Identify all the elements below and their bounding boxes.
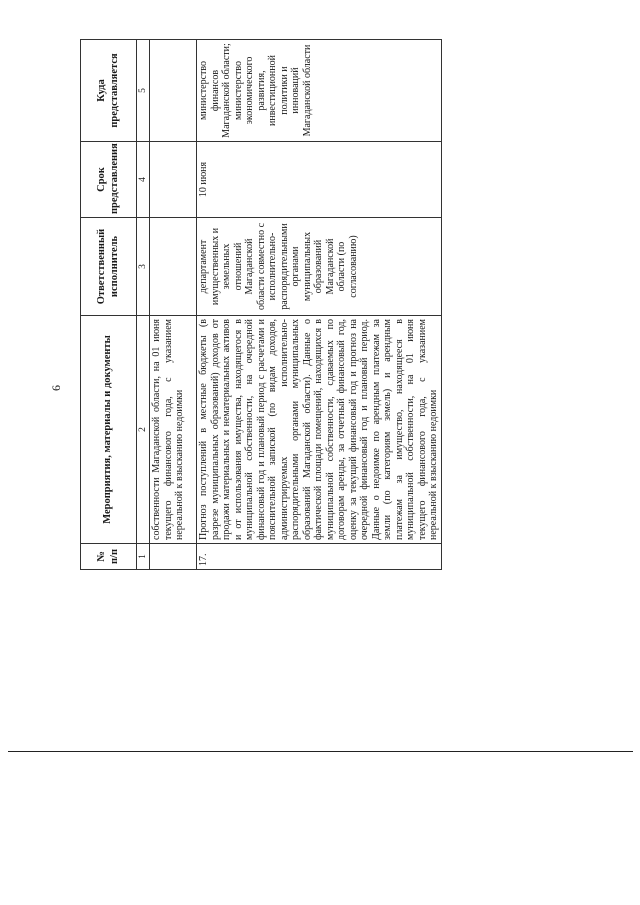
table-header-row: [81, 40, 137, 570]
header-deadline: Срок представления: [81, 142, 137, 218]
header-where: Куда представляется: [81, 40, 137, 142]
column-numbers-row: [137, 40, 150, 570]
row-num: 17.: [197, 544, 442, 570]
table-row: [197, 40, 442, 570]
page-divider-line: [8, 751, 633, 752]
rotated-page-content: [80, 40, 439, 570]
page-number: 6: [49, 385, 63, 391]
table-row: [150, 40, 197, 570]
measures-table: [80, 39, 442, 570]
row-deadline: 10 июня: [197, 142, 442, 218]
row-measures: собственности Магаданской области, на 01 июня текущего финансового года, с указанием нереальной к взысканию недоимки: [150, 316, 197, 544]
header-num: № п/п: [81, 544, 137, 570]
column-number: 3: [137, 218, 150, 316]
row-responsible: департамент имущественных и земельных отношений Магаданской области совместно с исполнительно-распорядительными органами муниципальных образований Магаданской области (по согласованию): [197, 218, 442, 316]
row-deadline: [150, 142, 197, 218]
column-number: 4: [137, 142, 150, 218]
row-measures: Прогноз поступлений в местные бюджеты (в разрезе муниципальных образований) доходов от продажи материальных и нематериальных активов и от использования имущества, находящегося в муниципальной собственности, на очередной финансовый год и плановый период с расчетами и пояснительной запиской (по видам доходов, администрируемых исполнительно-распорядительными органами муниципальных образований Магаданской области). Данные о фактической площади помещений, находящихся в муниципальной собственности, сдаваемых по договорам аренды, за отчетный финансовый год, оценку за текущий финансовый год и прогноз на очередной финансовый год и плановый период. Данные о недоимке по арендным платежам за земли (по категориям земель) и арендным платежам за имущество, находящееся в муниципальной собственности, на 01 июня текущего финансового года, с указанием нереальной к взысканию недоимки: [197, 316, 442, 544]
column-number: 2: [137, 316, 150, 544]
row-where: [150, 40, 197, 142]
row-num: [150, 544, 197, 570]
column-number: 1: [137, 544, 150, 570]
row-responsible: [150, 218, 197, 316]
header-measures: Мероприятия, материалы и документы: [81, 316, 137, 544]
header-responsible: Ответственный исполнитель: [81, 218, 137, 316]
column-number: 5: [137, 40, 150, 142]
row-where: министерство финансов Магаданской области; министерство экономического развития, инвестиционной политики и инноваций Магаданской области: [197, 40, 442, 142]
